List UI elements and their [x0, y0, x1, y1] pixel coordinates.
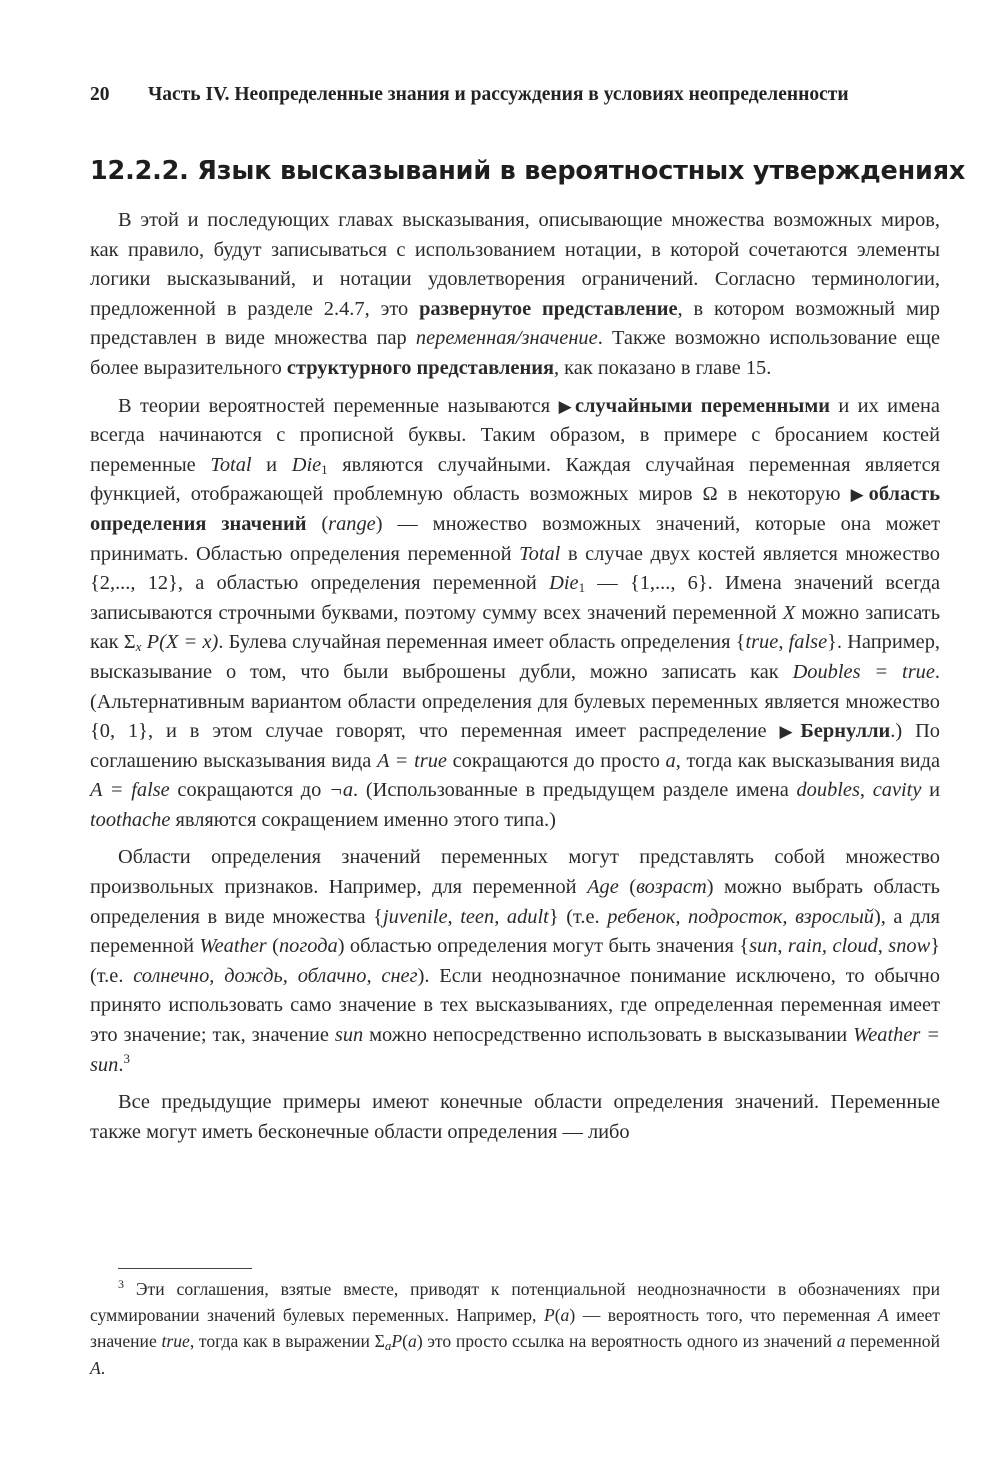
term-structured-representation: структурного представления [286, 356, 554, 379]
paragraph-2: В теории вероятностей переменные называются ▶случайными переменными и их имена всегда начинаются с прописной буквы. Таким образом, в примере с бросанием костей переменные Total и Die$_1$ являются случайными. Каждая случайная переменная является функцией, отображающей проблемную область возможных миров Ω в некоторую ▶область определения значений (range) — множество возможных значений, которые она может принимать. Областью определения переменной Total в случае двух костей является множество {2,..., 12}, а областью определения переменной Die$_1$ — {1,..., 6}. Имена значений всегда записываются строчными буквами, поэтому сумму всех значений переменной X можно записать как $\Sigma_x$ P(X = x). Булева случайная переменная имеет область определения {true, false}. Например, высказывание о том, что были выброшены дубли, можно записать как Doubles = true. (Альтернативным вариантом области определения для булевых переменных является множество {0, 1}, и в этом случае говорят, что переменная имеет распределение ▶Бернулли.) По соглашению высказывания вида A = true сокращаются до просто a, тогда как высказывания вида A = false сокращаются до ¬a. (Использованные в предыдущем разделе имена doubles, cavity и toothache являются сокращением именно этого типа.) [90, 394, 941, 831]
running-header [90, 84, 940, 106]
glossary-triangle-icon: ▶ [850, 485, 869, 505]
footnote-ref[interactable]: 3 [123, 1050, 130, 1066]
term-bernoulli: Бернулли [800, 720, 891, 743]
paragraph-3: Области определения значений переменных могут представлять собой множество произвольных признаков. Например, для переменной Age (возраст) можно выбрать область определения в виде множества {juvenile, teen, adult} (т.е. ребенок, подросток, взрослый), а для переменной Weather (погода) областью определения могут быть значения {sun, rain, cloud, snow} (т.е. солнечно, дождь, облачно, снег). Если неоднозначное понимание исключено, то обычно принято использовать само значение в тех высказываниях, где определенная переменная имеет это значение; так, значение sun можно непосредственно использовать в высказывании Weather = sun.$^3$ [90, 846, 941, 1076]
paragraph-4: Все предыдущие примеры имеют конечные области определения значений. Переменные также могут иметь бесконечные области определения — либо [90, 1091, 940, 1143]
paragraph-1: В этой и последующих главах высказывания, описывающие множества возможных миров, как правило, будут записываться с использованием нотации, в которой сочетаются элементы логики высказываний, и нотации удовлетворения ограничений. Согласно терминологии, предложенной в разделе 2.4.7, это развернутое представление, в котором возможный мир представлен в виде множества пар переменная/значение. Также возможно использование еще более выразительного структурного представления, как показано в главе 15. [90, 209, 940, 379]
page-number: 20 [90, 84, 110, 105]
footnote-divider [118, 1268, 252, 1269]
term-range: область определения значений [90, 483, 941, 535]
body-text [90, 206, 940, 1147]
term-random-variables: случайными переменными [574, 394, 830, 417]
footnote [90, 1276, 940, 1381]
glossary-triangle-icon: ▶ [779, 722, 801, 742]
term-factored-representation: развернутое представление [419, 297, 678, 320]
glossary-triangle-icon: ▶ [558, 396, 575, 416]
running-title: Часть IV. Неопределенные знания и рассуждения в условиях неопределенности [148, 84, 849, 105]
footnote-text: $^3$ Эти соглашения, взятые вместе, приводят к потенциальной неоднозначности в обозначениях при суммировании значений булевых переменных. Например, P(a) — вероятность того, что переменная A имеет значение true, тогда как в выражении $\Sigma_aP(a)$ это просто ссылка на вероятность одного из значений a переменной A. [90, 1277, 941, 1378]
section-title: 12.2.2. Язык высказываний в вероятностных утверждениях [90, 156, 966, 186]
footnote-mark: 3 [118, 1277, 124, 1292]
